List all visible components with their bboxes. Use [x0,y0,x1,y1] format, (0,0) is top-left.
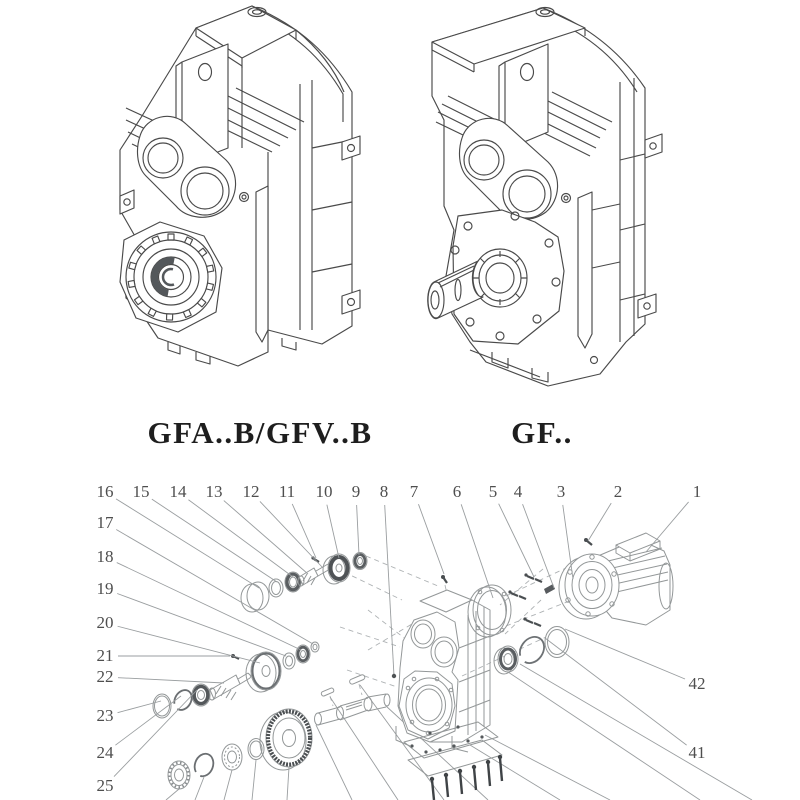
exploded-housing [396,590,490,752]
model-label-right: GF.. [511,415,573,450]
bearing-icon [353,553,367,570]
callout-17: 17 [96,513,114,532]
input-gear-icon [323,554,350,584]
leader-dot-8 [392,674,396,678]
leader-line-7 [418,504,444,574]
leader-line-18 [117,563,301,650]
leader-line-5 [499,504,534,577]
key [349,674,366,685]
motor-flange [565,554,619,616]
cover-bolts [432,758,502,800]
intermediate-pinion-shaft [209,673,252,700]
input-pinion-shaft [298,564,332,586]
key [321,687,335,696]
leader-line-22 [118,678,224,683]
leader-line-24 [115,696,181,745]
snap-ring [171,687,195,713]
model-label-left: GFA..B/GFV..B [147,415,373,450]
callout-10: 10 [315,482,333,501]
ball-bearing-icon [168,761,190,789]
cutoff-leader-lines [166,664,752,800]
input-shaft-assembly [241,553,367,613]
seal-ring [545,627,569,658]
callout-11: 11 [278,482,296,501]
bearing-icon [192,684,210,706]
callout-19: 19 [96,579,114,598]
callout-21: 21 [96,646,114,665]
flat-gear-icon [246,652,281,692]
callout-22: 22 [96,667,114,686]
leader-line-15 [152,499,277,582]
bearing-icon [222,744,242,770]
leader-line-11 [292,504,316,558]
callout-16: 16 [96,482,114,501]
callout-23: 23 [96,706,114,725]
leader-line-42 [565,629,685,679]
callout-3: 3 [556,482,566,501]
callout-41: 41 [688,743,706,762]
callout-18: 18 [96,547,114,566]
guide-rail [578,192,592,348]
gearbox-drawing-gf [428,8,662,387]
leader-line-1 [646,502,689,552]
leader-line-9 [357,505,359,555]
intermediate-shaft-assembly [153,642,319,718]
callout-5: 5 [488,482,498,501]
leader-line-12 [260,501,323,568]
bearing-icon [494,646,518,674]
callout-20: 20 [96,613,114,632]
callout-13: 13 [205,482,223,501]
callout-25: 25 [96,776,114,795]
callout-14: 14 [169,482,187,501]
exploded-view [153,533,752,800]
gearbox-drawing-gfab [120,6,360,366]
callout-9: 9 [351,482,361,501]
output-gear-icon [260,709,312,770]
callout-1: 1 [692,482,702,501]
leader-line-8 [385,505,394,676]
bearing-icon [285,572,301,592]
snap-ring [192,751,217,779]
callout-7: 7 [409,482,419,501]
leader-line-2 [588,503,611,541]
leader-line-14 [188,500,293,577]
leader-line-6 [461,504,493,598]
callout-4: 4 [513,482,523,501]
leader-line-17 [116,530,313,644]
callout-8: 8 [379,482,389,501]
callout-12: 12 [242,482,260,501]
guide-rail [256,186,268,342]
leader-line-3 [563,505,573,579]
callout-2: 2 [613,482,623,501]
motor [559,533,673,625]
callout-6: 6 [452,482,462,501]
leader-line-10 [327,505,339,558]
callout-24: 24 [96,743,114,762]
callout-42: 42 [688,674,706,693]
leader-line-20 [118,626,260,663]
callout-15: 15 [132,482,150,501]
bearing-icon [296,645,310,663]
output-solid-shaft [315,694,391,725]
